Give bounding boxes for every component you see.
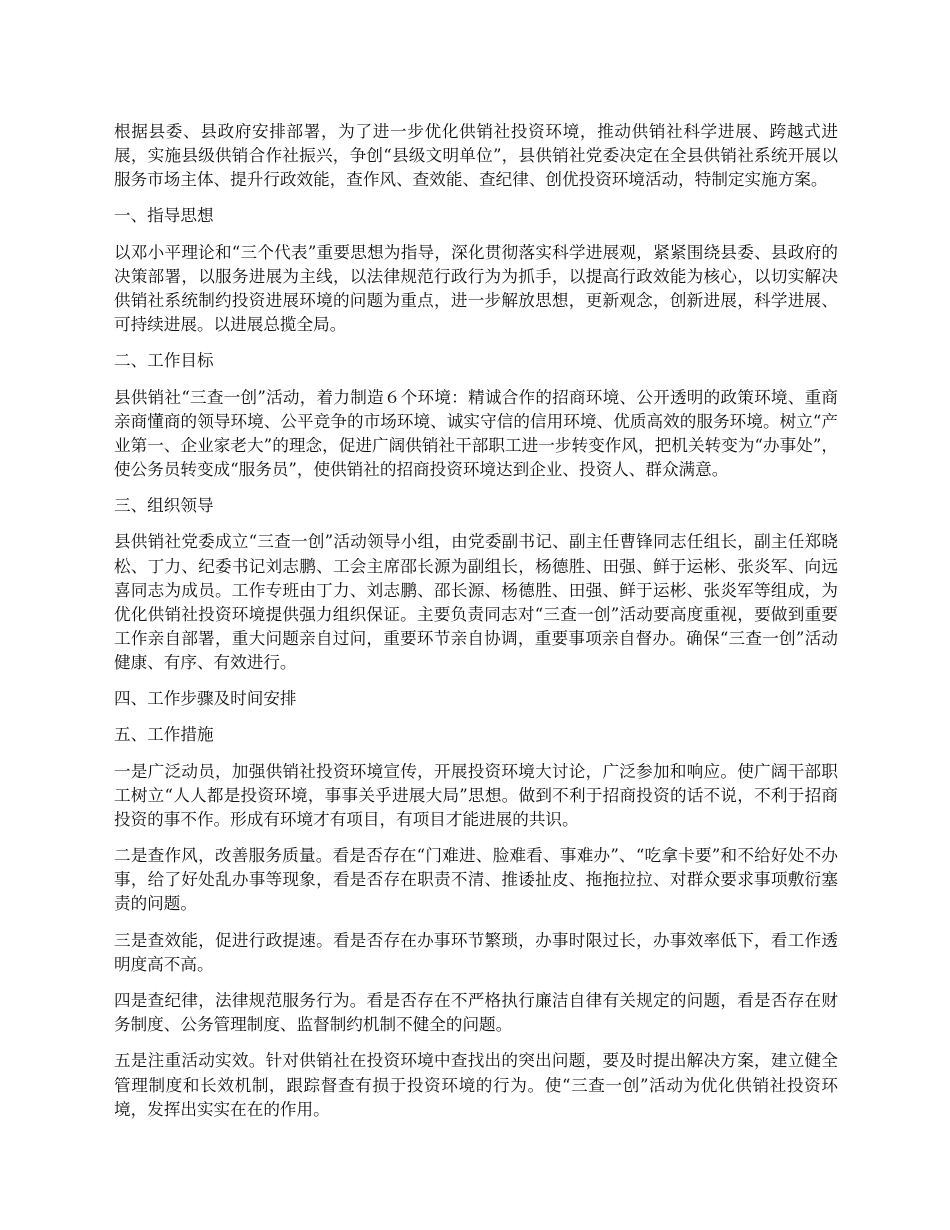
measure-paragraph-2: 二是查作风，改善服务质量。看是否存在“门难进、脸难看、事难办”、“吃拿卡要”和不给好处不办事，给了好处乱办事等现象，看是否存在职责不清、推诿扯皮、拖拖拉拉、对群众要求事项敷衍塞责的问题。	[114, 846, 838, 914]
work-goals-paragraph: 县供销社“三查一创”活动，着力制造６个环境：精诚合作的招商环境、公开透明的政策环境、重商亲商懂商的领导环境、公平竞争的市场环境、诚实守信的信用环境、优质高效的服务环境。树立“产业第一、企业家老大”的理念，促进广阔供销社干部职工进一步转变作风，把机关转变为“办事处”，使公务员转变成“服务员”，使供销社的招商投资环境达到企业、投资人、群众满意。	[114, 387, 838, 479]
section-heading-measures: 五、工作措施	[114, 725, 214, 745]
intro-paragraph: 根据县委、县政府安排部署，为了进一步优化供销社投资环境，推动供销社科学进展、跨越式进展，实施县级供销合作社振兴，争创“县级文明单位”，县供销社党委决定在全县供销社系统开展以服务市场主体、提升行政效能，查作风、查效能、查纪律、创优投资环境活动，特制定实施方案。	[114, 122, 838, 190]
section-heading-steps-schedule: 四、工作步骤及时间安排	[114, 689, 297, 709]
section-heading-organization: 三、组织领导	[114, 496, 214, 516]
measure-paragraph-3: 三是查效能，促进行政提速。看是否存在办事环节繁琐，办事时限过长，办事效率低下，看工作透明度高不高。	[114, 930, 838, 974]
guiding-ideology-paragraph: 以邓小平理论和“三个代表”重要思想为指导，深化贯彻落实科学进展观，紧紧围绕县委、县政府的决策部署，以服务进展为主线，以法律规范行政行为为抓手，以提高行政效能为核心，以切实解决供销社系统制约投资进展环境的问题为重点，进一步解放思想，更新观念，创新进展，科学进展、可持续进展。以进展总揽全局。	[114, 242, 838, 335]
section-heading-work-goals: 二、工作目标	[114, 351, 214, 371]
document-body	[114, 120, 838, 1134]
organization-paragraph: 县供销社党委成立“三查一创”活动领导小组，由党委副书记、副主任曹锋同志任组长，副主任郑晓松、丁力、纪委书记刘志鹏、工会主席邵长源为副组长，杨德胜、田强、鲜于运彬、张炎军、向远喜同志为成员。工作专班由丁力、刘志鹏、邵长源、杨德胜、田强、鲜于运彬、张炎军等组成，为优化供销社投资环境提供强力组织保证。主要负责同志对“三查一创”活动要高度重视，要做到重要工作亲自部署，重大问题亲自过问，重要环节亲自协调，重要事项亲自督办。确保“三查一创”活动健康、有序、有效进行。	[114, 532, 838, 672]
section-heading-guiding-ideology: 一、指导思想	[114, 206, 214, 226]
measure-paragraph-4: 四是查纪律，法律规范服务行为。看是否存在不严格执行廉洁自律有关规定的问题，看是否存在财务制度、公务管理制度、监督制约机制不健全的问题。	[114, 991, 838, 1035]
measure-paragraph-1: 一是广泛动员，加强供销社投资环境宣传，开展投资环境大讨论，广泛参加和响应。使广阔干部职工树立“人人都是投资环境，事事关乎进展大局”思想。做到不利于招商投资的话不说，不利于招商投资的事不作。形成有环境才有项目，有项目才能进展的共识。	[114, 761, 838, 829]
measure-paragraph-5: 五是注重活动实效。针对供销社在投资环境中查找出的突出问题，要及时提出解决方案，建立健全管理制度和长效机制，跟踪督查有损于投资环境的行为。使“三查一创”活动为优化供销社投资环境，发挥出实实在在的作用。	[114, 1051, 838, 1119]
